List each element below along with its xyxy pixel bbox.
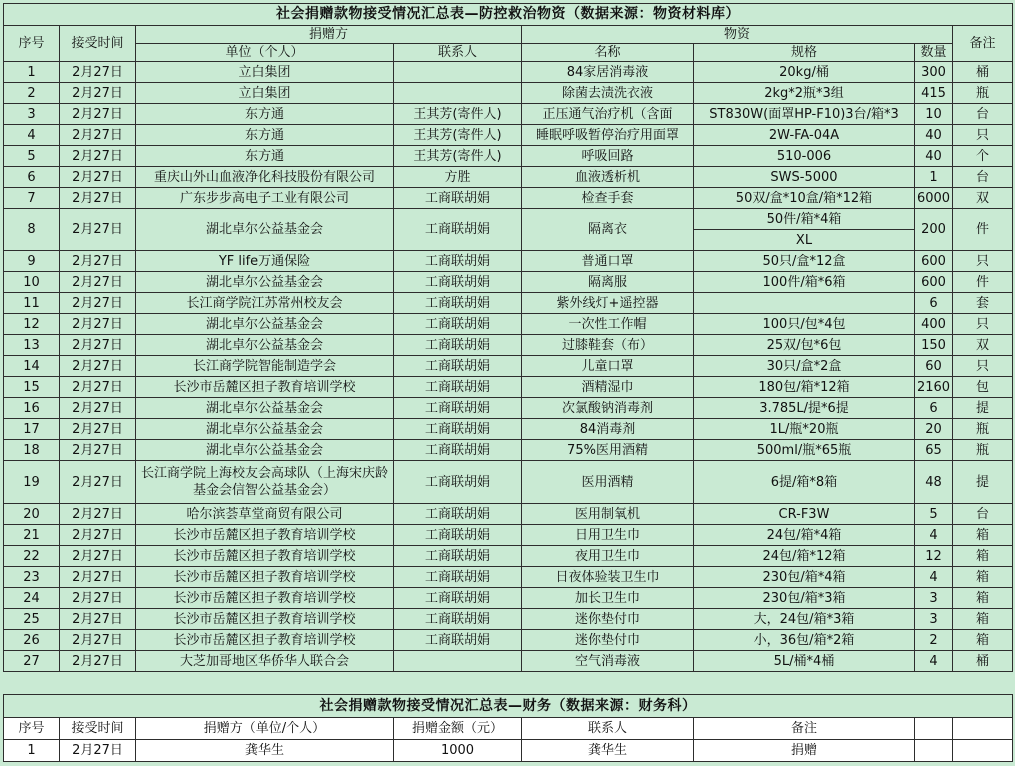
cell-spec[interactable]: 180包/箱*12箱 <box>694 377 915 398</box>
cell-seq[interactable]: 17 <box>4 419 60 440</box>
cell-note[interactable]: 箱 <box>953 546 1013 567</box>
cell-note[interactable]: 只 <box>953 251 1013 272</box>
table-row <box>4 251 1013 272</box>
cell-qty[interactable]: 6 <box>915 293 953 314</box>
cell-contact[interactable]: 工商联胡娟 <box>394 272 522 293</box>
cell-spec[interactable]: 500ml/瓶*65瓶 <box>694 440 915 461</box>
cell-contact[interactable]: 工商联胡娟 <box>394 461 522 504</box>
table-row <box>4 440 1013 461</box>
cell-donor[interactable]: 长江商学院江苏常州校友会 <box>136 293 394 314</box>
table-row <box>4 609 1013 630</box>
cell-spec[interactable]: 6提/箱*8箱 <box>694 461 915 504</box>
cell-contact[interactable]: 工商联胡娟 <box>394 188 522 209</box>
cell-donor[interactable]: 重庆山外山血液净化科技股份有限公司 <box>136 167 394 188</box>
cell-note[interactable]: 包 <box>953 377 1013 398</box>
header-date: 接受时间 <box>60 26 136 62</box>
cell-name[interactable]: 迷你垫付巾 <box>522 609 694 630</box>
table-row <box>4 546 1013 567</box>
spacer-row <box>3 672 1012 694</box>
cell-donor[interactable]: 大芝加哥地区华侨华人联合会 <box>136 651 394 672</box>
cell-seq[interactable]: 27 <box>4 651 60 672</box>
table-row <box>4 167 1013 188</box>
fin-header-blank <box>915 718 953 740</box>
cell-contact[interactable]: 工商联胡娟 <box>394 525 522 546</box>
cell-donor[interactable]: 立白集团 <box>136 83 394 104</box>
cell-date[interactable]: 2月27日 <box>60 504 136 525</box>
cell-note[interactable]: 箱 <box>953 609 1013 630</box>
cell-contact[interactable]: 工商联胡娟 <box>394 588 522 609</box>
table-row <box>4 62 1013 83</box>
cell-name[interactable]: 普通口罩 <box>522 251 694 272</box>
cell-donor[interactable]: 立白集团 <box>136 62 394 83</box>
cell-seq[interactable]: 18 <box>4 440 60 461</box>
cell-qty[interactable]: 40 <box>915 125 953 146</box>
cell-spec[interactable]: 25双/包*6包 <box>694 335 915 356</box>
fin-header-date: 接受时间 <box>60 718 136 740</box>
cell-contact[interactable]: 工商联胡娟 <box>394 546 522 567</box>
cell-seq[interactable]: 3 <box>4 104 60 125</box>
cell-qty[interactable]: 2 <box>915 630 953 651</box>
cell-name[interactable]: 血液透析机 <box>522 167 694 188</box>
cell-date[interactable]: 2月27日 <box>60 209 136 251</box>
cell-spec[interactable]: 100只/包*4包 <box>694 314 915 335</box>
cell-date[interactable]: 2月27日 <box>60 167 136 188</box>
cell-qty[interactable]: 300 <box>915 62 953 83</box>
cell-spec[interactable]: 小，36包/箱*2箱 <box>694 630 915 651</box>
cell-seq[interactable]: 23 <box>4 567 60 588</box>
materials-table-title: 社会捐赠款物接受情况汇总表—防控救治物资（数据来源：物资材料库） <box>4 4 1013 26</box>
cell-donor[interactable]: 长沙市岳麓区担子教育培训学校 <box>136 609 394 630</box>
cell-date[interactable]: 2月27日 <box>60 546 136 567</box>
cell-note[interactable]: 台 <box>953 504 1013 525</box>
cell-seq[interactable]: 10 <box>4 272 60 293</box>
cell-seq[interactable]: 12 <box>4 314 60 335</box>
cell-seq[interactable]: 16 <box>4 398 60 419</box>
table-row <box>4 104 1013 125</box>
table-row <box>4 651 1013 672</box>
cell-name[interactable]: 医用制氧机 <box>522 504 694 525</box>
cell-qty[interactable]: 400 <box>915 314 953 335</box>
cell-note[interactable]: 套 <box>953 293 1013 314</box>
cell-note[interactable]: 件 <box>953 209 1013 251</box>
cell-name[interactable]: 一次性工作帽 <box>522 314 694 335</box>
cell-date[interactable]: 2月27日 <box>60 567 136 588</box>
finance-row <box>4 740 1013 762</box>
cell-seq[interactable]: 11 <box>4 293 60 314</box>
cell-name[interactable]: 加长卫生巾 <box>522 588 694 609</box>
table-row <box>4 188 1013 209</box>
cell-name[interactable]: 隔离服 <box>522 272 694 293</box>
cell-donor[interactable]: 东方通 <box>136 125 394 146</box>
cell-note[interactable]: 双 <box>953 335 1013 356</box>
cell-donor[interactable]: 湖北卓尔公益基金会 <box>136 272 394 293</box>
cell-donor[interactable]: 湖北卓尔公益基金会 <box>136 440 394 461</box>
table-row <box>4 272 1013 293</box>
cell-donor[interactable]: 东方通 <box>136 146 394 167</box>
cell-date[interactable]: 2月27日 <box>60 651 136 672</box>
cell-note[interactable]: 瓶 <box>953 440 1013 461</box>
cell-spec[interactable] <box>694 293 915 314</box>
fin-cell-amount[interactable]: 1000 <box>394 740 522 762</box>
finance-table-title: 社会捐赠款物接受情况汇总表—财务（数据来源：财务科） <box>4 695 1013 718</box>
fin-cell-blank[interactable] <box>953 740 1013 762</box>
cell-spec[interactable]: 2W-FA-04A <box>694 125 915 146</box>
cell-name[interactable]: 夜用卫生巾 <box>522 546 694 567</box>
cell-contact[interactable]: 工商联胡娟 <box>394 609 522 630</box>
cell-spec[interactable]: 50双/盒*10盒/箱*12箱 <box>694 188 915 209</box>
cell-qty[interactable]: 3 <box>915 609 953 630</box>
cell-contact[interactable]: 工商联胡娟 <box>394 293 522 314</box>
cell-contact[interactable]: 工商联胡娟 <box>394 209 522 251</box>
cell-name[interactable]: 空气消毒液 <box>522 651 694 672</box>
cell-seq[interactable]: 4 <box>4 125 60 146</box>
cell-seq[interactable]: 14 <box>4 356 60 377</box>
table-row <box>4 83 1013 104</box>
cell-spec[interactable]: 230包/箱*3箱 <box>694 588 915 609</box>
cell-spec[interactable]: XL <box>694 230 915 251</box>
cell-qty[interactable]: 65 <box>915 440 953 461</box>
cell-qty[interactable]: 6000 <box>915 188 953 209</box>
cell-qty[interactable]: 12 <box>915 546 953 567</box>
cell-qty[interactable]: 2160 <box>915 377 953 398</box>
table-row <box>4 504 1013 525</box>
cell-name[interactable]: 隔离衣 <box>522 209 694 251</box>
cell-spec[interactable]: 24包/箱*4箱 <box>694 525 915 546</box>
cell-date[interactable]: 2月27日 <box>60 356 136 377</box>
cell-date[interactable]: 2月27日 <box>60 609 136 630</box>
cell-spec[interactable]: 24包/箱*12箱 <box>694 546 915 567</box>
cell-note[interactable]: 桶 <box>953 62 1013 83</box>
cell-spec[interactable]: 100件/箱*6箱 <box>694 272 915 293</box>
cell-spec[interactable]: 50件/箱*4箱 <box>694 209 915 230</box>
cell-qty[interactable]: 3 <box>915 588 953 609</box>
cell-qty[interactable]: 1 <box>915 167 953 188</box>
cell-date[interactable]: 2月27日 <box>60 314 136 335</box>
header-note: 备注 <box>953 26 1013 62</box>
cell-date[interactable]: 2月27日 <box>60 588 136 609</box>
cell-spec[interactable]: 2kg*2瓶*3组 <box>694 83 915 104</box>
cell-date[interactable]: 2月27日 <box>60 461 136 504</box>
cell-donor[interactable]: 长沙市岳麓区担子教育培训学校 <box>136 377 394 398</box>
cell-spec[interactable]: 1L/瓶*20瓶 <box>694 419 915 440</box>
cell-spec[interactable]: 50只/盒*12盒 <box>694 251 915 272</box>
cell-note[interactable]: 提 <box>953 398 1013 419</box>
header-donor-unit: 单位（个人） <box>136 44 394 62</box>
cell-contact[interactable]: 王其芳(寄件人) <box>394 146 522 167</box>
cell-donor[interactable]: 湖北卓尔公益基金会 <box>136 209 394 251</box>
cell-date[interactable]: 2月27日 <box>60 525 136 546</box>
cell-date[interactable]: 2月27日 <box>60 377 136 398</box>
table-row <box>4 567 1013 588</box>
cell-donor[interactable]: 湖北卓尔公益基金会 <box>136 398 394 419</box>
fin-header-donor: 捐赠方（单位/个人） <box>136 718 394 740</box>
header-donor-group: 捐赠方 <box>136 26 522 44</box>
cell-seq[interactable]: 6 <box>4 167 60 188</box>
cell-name[interactable]: 除菌去渍洗衣液 <box>522 83 694 104</box>
cell-note[interactable]: 只 <box>953 356 1013 377</box>
cell-date[interactable]: 2月27日 <box>60 104 136 125</box>
cell-contact[interactable] <box>394 83 522 104</box>
cell-seq[interactable]: 2 <box>4 83 60 104</box>
cell-qty[interactable]: 200 <box>915 209 953 251</box>
cell-seq[interactable]: 7 <box>4 188 60 209</box>
cell-donor[interactable]: 广东步步高电子工业有限公司 <box>136 188 394 209</box>
cell-note[interactable]: 双 <box>953 188 1013 209</box>
cell-spec[interactable]: 30只/盒*2盒 <box>694 356 915 377</box>
table-row <box>4 398 1013 419</box>
cell-contact[interactable]: 工商联胡娟 <box>394 567 522 588</box>
cell-name[interactable]: 日夜体验装卫生巾 <box>522 567 694 588</box>
cell-donor[interactable]: 东方通 <box>136 104 394 125</box>
cell-name[interactable]: 紫外线灯+遥控器 <box>522 293 694 314</box>
header-spec: 规格 <box>694 44 915 62</box>
cell-spec[interactable]: 5L/桶*4桶 <box>694 651 915 672</box>
cell-qty[interactable]: 150 <box>915 335 953 356</box>
cell-donor[interactable]: 湖北卓尔公益基金会 <box>136 335 394 356</box>
cell-qty[interactable]: 4 <box>915 525 953 546</box>
cell-seq[interactable]: 5 <box>4 146 60 167</box>
cell-spec[interactable]: 230包/箱*4箱 <box>694 567 915 588</box>
cell-name[interactable]: 75%医用酒精 <box>522 440 694 461</box>
cell-seq[interactable]: 26 <box>4 630 60 651</box>
table-row <box>4 419 1013 440</box>
cell-donor[interactable]: 长沙市岳麓区担子教育培训学校 <box>136 525 394 546</box>
table-row <box>4 588 1013 609</box>
cell-note[interactable]: 箱 <box>953 588 1013 609</box>
cell-seq[interactable]: 22 <box>4 546 60 567</box>
cell-qty[interactable]: 600 <box>915 272 953 293</box>
cell-contact[interactable]: 方胜 <box>394 167 522 188</box>
table-row <box>4 335 1013 356</box>
cell-date[interactable]: 2月27日 <box>60 62 136 83</box>
cell-seq[interactable]: 8 <box>4 209 60 251</box>
table-row <box>4 525 1013 546</box>
fin-cell-donor[interactable]: 龚华生 <box>136 740 394 762</box>
cell-note[interactable]: 提 <box>953 461 1013 504</box>
cell-note[interactable]: 台 <box>953 104 1013 125</box>
cell-date[interactable]: 2月27日 <box>60 251 136 272</box>
cell-note[interactable]: 件 <box>953 272 1013 293</box>
cell-name[interactable]: 日用卫生巾 <box>522 525 694 546</box>
cell-seq[interactable]: 25 <box>4 609 60 630</box>
cell-name[interactable]: 检查手套 <box>522 188 694 209</box>
header-qty: 数量 <box>915 44 953 62</box>
table-row <box>4 293 1013 314</box>
cell-spec[interactable]: 3.785L/提*6提 <box>694 398 915 419</box>
header-seq: 序号 <box>4 26 60 62</box>
cell-seq[interactable]: 21 <box>4 525 60 546</box>
cell-name[interactable]: 过膝鞋套（布） <box>522 335 694 356</box>
cell-date[interactable]: 2月27日 <box>60 293 136 314</box>
cell-name[interactable]: 睡眠呼吸暂停治疗用面罩 <box>522 125 694 146</box>
cell-name[interactable]: 呼吸回路 <box>522 146 694 167</box>
cell-qty[interactable]: 10 <box>915 104 953 125</box>
cell-contact[interactable]: 工商联胡娟 <box>394 419 522 440</box>
cell-spec[interactable]: 大，24包/箱*3箱 <box>694 609 915 630</box>
cell-qty[interactable]: 60 <box>915 356 953 377</box>
fin-cell-blank[interactable] <box>915 740 953 762</box>
fin-cell-seq[interactable]: 1 <box>4 740 60 762</box>
cell-date[interactable]: 2月27日 <box>60 630 136 651</box>
cell-donor[interactable]: 长沙市岳麓区担子教育培训学校 <box>136 567 394 588</box>
cell-note[interactable]: 瓶 <box>953 419 1013 440</box>
cell-donor[interactable]: 长江商学院上海校友会高球队（上海宋庆龄基金会信智公益基金会） <box>136 461 394 504</box>
table-row <box>4 146 1013 167</box>
cell-donor[interactable]: 长沙市岳麓区担子教育培训学校 <box>136 630 394 651</box>
cell-contact[interactable]: 工商联胡娟 <box>394 504 522 525</box>
fin-cell-date[interactable]: 2月27日 <box>60 740 136 762</box>
cell-name[interactable]: 迷你垫付巾 <box>522 630 694 651</box>
cell-date[interactable]: 2月27日 <box>60 272 136 293</box>
table-row <box>4 125 1013 146</box>
cell-contact[interactable]: 工商联胡娟 <box>394 398 522 419</box>
cell-contact[interactable] <box>394 651 522 672</box>
cell-contact[interactable]: 工商联胡娟 <box>394 335 522 356</box>
cell-spec[interactable]: ST830W(面罩HP-F10)3台/箱*3 <box>694 104 915 125</box>
cell-date[interactable]: 2月27日 <box>60 419 136 440</box>
cell-contact[interactable]: 王其芳(寄件人) <box>394 104 522 125</box>
cell-qty[interactable]: 600 <box>915 251 953 272</box>
cell-contact[interactable]: 王其芳(寄件人) <box>394 125 522 146</box>
finance-table <box>3 694 1013 762</box>
cell-contact[interactable]: 工商联胡娟 <box>394 251 522 272</box>
table-row <box>4 377 1013 398</box>
cell-note[interactable]: 个 <box>953 146 1013 167</box>
cell-donor[interactable]: YF life万通保险 <box>136 251 394 272</box>
cell-donor[interactable]: 长江商学院智能制造学会 <box>136 356 394 377</box>
cell-seq[interactable]: 1 <box>4 62 60 83</box>
cell-donor[interactable]: 长沙市岳麓区担子教育培训学校 <box>136 588 394 609</box>
cell-note[interactable]: 只 <box>953 125 1013 146</box>
cell-donor[interactable]: 湖北卓尔公益基金会 <box>136 419 394 440</box>
cell-note[interactable]: 箱 <box>953 567 1013 588</box>
cell-qty[interactable]: 415 <box>915 83 953 104</box>
cell-contact[interactable]: 工商联胡娟 <box>394 440 522 461</box>
cell-date[interactable]: 2月27日 <box>60 398 136 419</box>
header-name: 名称 <box>522 44 694 62</box>
cell-seq[interactable]: 19 <box>4 461 60 504</box>
materials-table <box>3 3 1013 672</box>
cell-date[interactable]: 2月27日 <box>60 188 136 209</box>
cell-spec[interactable]: 20kg/桶 <box>694 62 915 83</box>
table-row <box>4 209 1013 230</box>
cell-seq[interactable]: 13 <box>4 335 60 356</box>
header-material-group: 物资 <box>522 26 953 44</box>
cell-seq[interactable]: 24 <box>4 588 60 609</box>
cell-qty[interactable]: 20 <box>915 419 953 440</box>
cell-contact[interactable] <box>394 62 522 83</box>
fin-header-seq: 序号 <box>4 718 60 740</box>
cell-name[interactable]: 酒精湿巾 <box>522 377 694 398</box>
table-row <box>4 314 1013 335</box>
cell-qty[interactable]: 5 <box>915 504 953 525</box>
cell-name[interactable]: 儿童口罩 <box>522 356 694 377</box>
cell-contact[interactable]: 工商联胡娟 <box>394 356 522 377</box>
cell-contact[interactable]: 工商联胡娟 <box>394 377 522 398</box>
cell-date[interactable]: 2月27日 <box>60 83 136 104</box>
cell-donor[interactable]: 长沙市岳麓区担子教育培训学校 <box>136 546 394 567</box>
cell-name[interactable]: 84家居消毒液 <box>522 62 694 83</box>
cell-name[interactable]: 正压通气治疗机（含面 <box>522 104 694 125</box>
cell-name[interactable]: 84消毒剂 <box>522 419 694 440</box>
cell-note[interactable]: 瓶 <box>953 83 1013 104</box>
cell-contact[interactable]: 工商联胡娟 <box>394 630 522 651</box>
cell-note[interactable]: 台 <box>953 167 1013 188</box>
cell-seq[interactable]: 20 <box>4 504 60 525</box>
cell-date[interactable]: 2月27日 <box>60 146 136 167</box>
cell-note[interactable]: 箱 <box>953 630 1013 651</box>
fin-header-amount: 捐赠金额（元） <box>394 718 522 740</box>
fin-header-contact: 联系人 <box>522 718 694 740</box>
cell-qty[interactable]: 4 <box>915 567 953 588</box>
table-row <box>4 356 1013 377</box>
cell-qty[interactable]: 48 <box>915 461 953 504</box>
cell-qty[interactable]: 40 <box>915 146 953 167</box>
table-row <box>4 461 1013 504</box>
cell-spec[interactable]: 510-006 <box>694 146 915 167</box>
cell-spec[interactable]: SWS-5000 <box>694 167 915 188</box>
cell-qty[interactable]: 4 <box>915 651 953 672</box>
header-contact: 联系人 <box>394 44 522 62</box>
cell-note[interactable]: 箱 <box>953 525 1013 546</box>
cell-contact[interactable]: 工商联胡娟 <box>394 314 522 335</box>
cell-date[interactable]: 2月27日 <box>60 335 136 356</box>
table-row <box>4 630 1013 651</box>
cell-date[interactable]: 2月27日 <box>60 440 136 461</box>
cell-qty[interactable]: 6 <box>915 398 953 419</box>
fin-cell-contact[interactable]: 龚华生 <box>522 740 694 762</box>
cell-donor[interactable]: 哈尔滨荟草堂商贸有限公司 <box>136 504 394 525</box>
cell-note[interactable]: 桶 <box>953 651 1013 672</box>
cell-note[interactable]: 只 <box>953 314 1013 335</box>
cell-name[interactable]: 医用酒精 <box>522 461 694 504</box>
fin-header-blank <box>953 718 1013 740</box>
cell-name[interactable]: 次氯酸钠消毒剂 <box>522 398 694 419</box>
cell-donor[interactable]: 湖北卓尔公益基金会 <box>136 314 394 335</box>
fin-cell-note[interactable]: 捐赠 <box>694 740 915 762</box>
cell-seq[interactable]: 9 <box>4 251 60 272</box>
cell-date[interactable]: 2月27日 <box>60 125 136 146</box>
cell-spec[interactable]: CR-F3W <box>694 504 915 525</box>
cell-seq[interactable]: 15 <box>4 377 60 398</box>
fin-header-note: 备注 <box>694 718 915 740</box>
